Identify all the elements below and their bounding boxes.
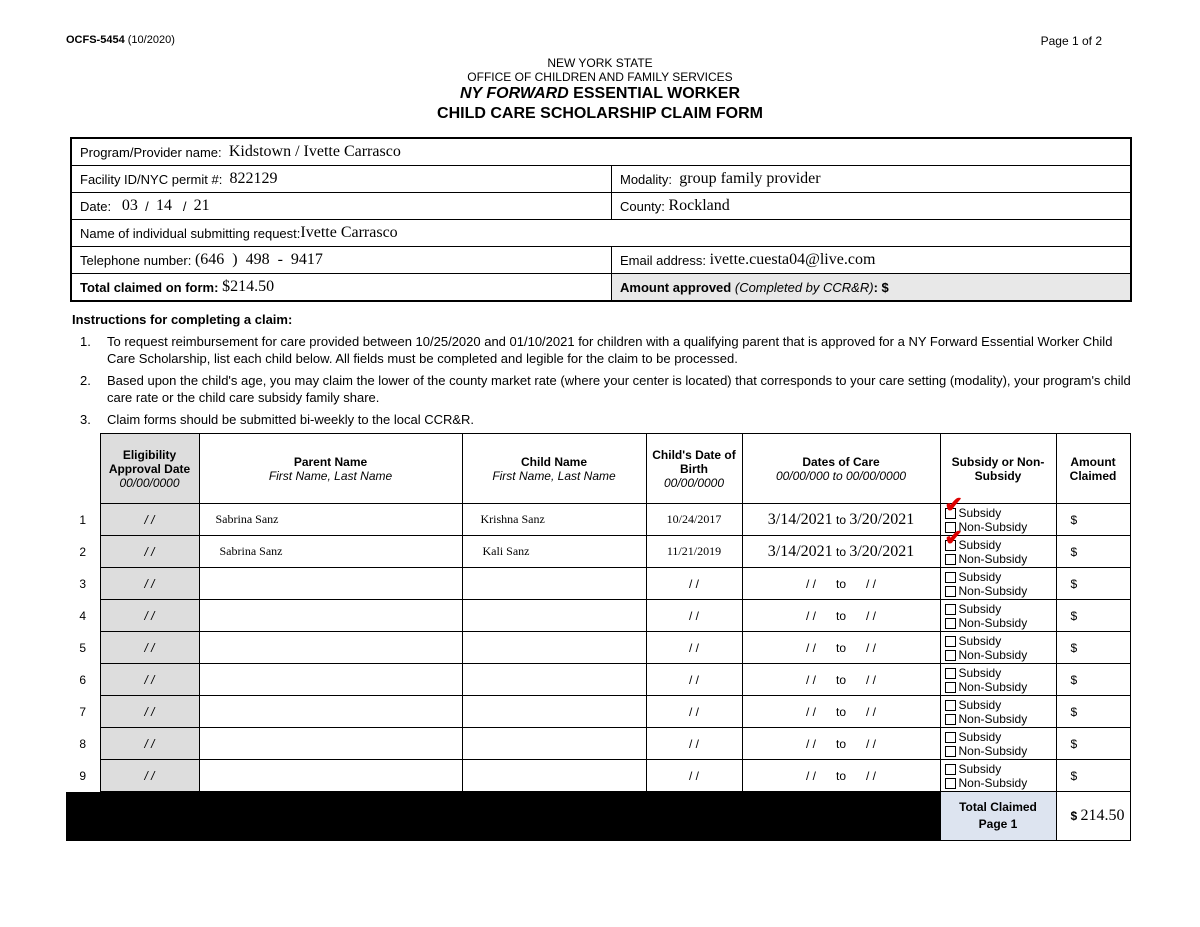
parent-name-cell[interactable]: Sabrina Sanz bbox=[199, 504, 462, 536]
date-field[interactable]: Date: 03 / 14 / 21 bbox=[72, 193, 612, 219]
dob-cell[interactable]: / / bbox=[646, 600, 742, 632]
dates-of-care-cell[interactable]: / / to / / bbox=[742, 760, 940, 792]
dob-cell[interactable]: / / bbox=[646, 632, 742, 664]
child-name-cell[interactable] bbox=[462, 632, 646, 664]
child-name-cell[interactable] bbox=[462, 664, 646, 696]
subsidy-checkbox[interactable] bbox=[945, 604, 956, 615]
amount-claimed-cell[interactable]: $ bbox=[1056, 568, 1130, 600]
non-subsidy-checkbox[interactable] bbox=[945, 714, 956, 725]
table-row bbox=[66, 600, 1130, 632]
dob-cell[interactable]: / / bbox=[646, 728, 742, 760]
eligibility-date-cell[interactable]: / / bbox=[100, 536, 199, 568]
total-claimed-field[interactable]: Total claimed on form: $214.50 bbox=[72, 274, 612, 300]
subsidy-cell: Subsidy Non-Subsidy bbox=[940, 632, 1056, 664]
amount-claimed-cell[interactable]: $ bbox=[1056, 664, 1130, 696]
instructions-list bbox=[80, 333, 1140, 433]
program-title: NY FORWARD ESSENTIAL WORKER bbox=[459, 85, 741, 102]
row-number: 7 bbox=[79, 704, 87, 719]
col-subsidy: Subsidy or Non-Subsidy bbox=[940, 434, 1056, 504]
dates-of-care-cell[interactable]: / / to / / bbox=[742, 600, 940, 632]
black-footer-band bbox=[66, 792, 940, 841]
subsidy-checkbox[interactable] bbox=[945, 732, 956, 743]
subsidy-cell: Subsidy Non-Subsidy bbox=[940, 600, 1056, 632]
subsidy-checkbox[interactable] bbox=[945, 572, 956, 583]
eligibility-date-cell[interactable]: / / bbox=[100, 568, 199, 600]
parent-name-cell[interactable] bbox=[199, 696, 462, 728]
instruction-item: 3. Claim forms should be submitted bi-weekly to the local CCR&R. bbox=[80, 412, 475, 427]
email-field[interactable]: Email address: ivette.cuesta04@live.com bbox=[620, 251, 876, 268]
state-title: NEW YORK STATE bbox=[547, 56, 653, 70]
col-amount: Amount Claimed bbox=[1056, 434, 1130, 504]
submitter-field[interactable]: Name of individual submitting request: Ivette Carrasco bbox=[80, 224, 398, 241]
col-dates: Dates of Care 00/00/000 to 00/00/0000 bbox=[742, 434, 940, 504]
checkmark-icon: ✔ bbox=[944, 492, 963, 517]
subsidy-cell: Subsidy Non-Subsidy bbox=[940, 568, 1056, 600]
child-name-cell[interactable] bbox=[462, 600, 646, 632]
child-name-cell[interactable] bbox=[462, 728, 646, 760]
eligibility-date-cell[interactable]: / / bbox=[100, 504, 199, 536]
table-row bbox=[66, 568, 1130, 600]
parent-name-cell[interactable] bbox=[199, 728, 462, 760]
dates-of-care-cell[interactable]: / / to / / bbox=[742, 696, 940, 728]
form-id: OCFS-5454 (10/2020) bbox=[66, 34, 175, 46]
child-name-cell[interactable] bbox=[462, 760, 646, 792]
parent-name-cell[interactable] bbox=[199, 632, 462, 664]
dob-cell[interactable]: / / bbox=[646, 664, 742, 696]
child-name-cell[interactable]: Kali Sanz bbox=[462, 536, 646, 568]
table-row bbox=[66, 504, 1130, 536]
total-claimed-page-label: Total Claimed Page 1 bbox=[940, 792, 1056, 841]
col-child: Child Name First Name, Last Name bbox=[462, 434, 646, 504]
amount-claimed-cell[interactable]: $ bbox=[1056, 696, 1130, 728]
row-number: 2 bbox=[79, 544, 87, 559]
instructions-heading: Instructions for completing a claim: bbox=[72, 312, 293, 327]
page-number: Page 1 of 2 bbox=[1040, 34, 1102, 48]
dates-of-care-cell[interactable]: 3/14/2021 to 3/20/2021 bbox=[742, 504, 940, 536]
amount-claimed-cell[interactable]: $ bbox=[1056, 632, 1130, 664]
dob-cell[interactable]: / / bbox=[646, 760, 742, 792]
form-title: CHILD CARE SCHOLARSHIP CLAIM FORM bbox=[437, 105, 763, 122]
office-title: OFFICE OF CHILDREN AND FAMILY SERVICES bbox=[467, 70, 733, 84]
non-subsidy-checkbox[interactable] bbox=[945, 586, 956, 597]
child-name-cell[interactable]: Krishna Sanz bbox=[462, 504, 646, 536]
dates-of-care-cell[interactable]: / / to / / bbox=[742, 568, 940, 600]
col-eligibility: Eligibility Approval Date 00/00/0000 bbox=[100, 434, 199, 504]
subsidy-cell: ✔ Subsidy Non-Subsidy bbox=[940, 504, 1056, 536]
parent-name-cell[interactable] bbox=[199, 664, 462, 696]
parent-name-cell[interactable] bbox=[199, 568, 462, 600]
county-field[interactable]: County: Rockland bbox=[620, 197, 730, 214]
table-row bbox=[66, 536, 1130, 568]
modality-field[interactable]: Modality: group family provider bbox=[620, 170, 821, 187]
checkmark-icon: ✔ bbox=[944, 525, 963, 550]
row-number: 8 bbox=[79, 736, 87, 751]
provider-info-box bbox=[70, 137, 1132, 302]
row-number: 1 bbox=[79, 512, 87, 527]
row-number: 6 bbox=[79, 672, 87, 687]
subsidy-cell: ✔ Subsidy Non-Subsidy bbox=[940, 536, 1056, 568]
provider-name-field[interactable]: Program/Provider name: Kidstown / Ivette Carrasco bbox=[80, 143, 401, 160]
parent-name-cell[interactable]: Sabrina Sanz bbox=[199, 536, 462, 568]
dates-of-care-cell[interactable]: / / to / / bbox=[742, 728, 940, 760]
parent-name-cell[interactable] bbox=[199, 760, 462, 792]
instruction-item: 2. Based upon the child's age, you may claim the lower of the county market rate (where your center is located) that corresponds to your care setting (modality), your program's child care rate or the child care subsidy family share. bbox=[80, 373, 1131, 405]
non-subsidy-checkbox[interactable] bbox=[945, 618, 956, 629]
claims-table bbox=[66, 433, 1131, 841]
form-title-block bbox=[0, 56, 1200, 124]
row-number: 3 bbox=[79, 576, 87, 591]
dates-of-care-cell[interactable]: 3/14/2021 to 3/20/2021 bbox=[742, 536, 940, 568]
amount-claimed-cell[interactable]: $ bbox=[1056, 760, 1130, 792]
subsidy-checkbox[interactable] bbox=[945, 764, 956, 775]
table-row bbox=[66, 664, 1130, 696]
dob-cell[interactable]: / / bbox=[646, 568, 742, 600]
telephone-field[interactable]: Telephone number: (646 ) 498 - 9417 bbox=[72, 247, 612, 273]
eligibility-date-cell[interactable]: / / bbox=[100, 696, 199, 728]
table-row bbox=[66, 632, 1130, 664]
row-number: 9 bbox=[79, 768, 87, 783]
total-claimed-page-value[interactable]: $ 214.50 bbox=[1056, 792, 1130, 841]
subsidy-cell: Subsidy Non-Subsidy bbox=[940, 664, 1056, 696]
eligibility-date-cell[interactable]: / / bbox=[100, 664, 199, 696]
non-subsidy-checkbox[interactable] bbox=[945, 682, 956, 693]
table-row bbox=[66, 760, 1130, 792]
non-subsidy-checkbox[interactable] bbox=[945, 650, 956, 661]
amount-claimed-cell[interactable]: $ bbox=[1056, 536, 1130, 568]
subsidy-cell: Subsidy Non-Subsidy bbox=[940, 760, 1056, 792]
eligibility-date-cell[interactable]: / / bbox=[100, 600, 199, 632]
non-subsidy-checkbox[interactable] bbox=[945, 746, 956, 757]
dates-of-care-cell[interactable]: / / to / / bbox=[742, 664, 940, 696]
subsidy-cell: Subsidy Non-Subsidy bbox=[940, 728, 1056, 760]
child-name-cell[interactable] bbox=[462, 696, 646, 728]
row-number: 4 bbox=[79, 608, 87, 623]
dates-of-care-cell[interactable]: / / to / / bbox=[742, 632, 940, 664]
col-parent: Parent Name First Name, Last Name bbox=[199, 434, 462, 504]
eligibility-date-cell[interactable]: / / bbox=[100, 760, 199, 792]
amount-claimed-cell[interactable]: $ bbox=[1056, 504, 1130, 536]
amount-approved-field: Amount approved (Completed by CCR&R) : $ bbox=[612, 274, 1130, 300]
parent-name-cell[interactable] bbox=[199, 600, 462, 632]
instruction-item: 1. To request reimbursement for care provided between 10/25/2020 and 01/10/2021 for children with a qualifying parent that is approved for a NY Forward Essential Worker Child Care Scholarship, list each child below. All fields must be completed and legible for the claim to be processed. bbox=[80, 334, 1113, 366]
subsidy-checkbox[interactable] bbox=[945, 700, 956, 711]
facility-id-field[interactable]: Facility ID/NYC permit #: 822129 bbox=[72, 166, 612, 192]
eligibility-date-cell[interactable]: / / bbox=[100, 728, 199, 760]
non-subsidy-checkbox[interactable] bbox=[945, 554, 956, 565]
eligibility-date-cell[interactable]: / / bbox=[100, 632, 199, 664]
dob-cell[interactable]: 11/21/2019 bbox=[646, 536, 742, 568]
amount-claimed-cell[interactable]: $ bbox=[1056, 728, 1130, 760]
table-row bbox=[66, 728, 1130, 760]
table-row bbox=[66, 696, 1130, 728]
subsidy-checkbox[interactable] bbox=[945, 636, 956, 647]
col-dob: Child's Date of Birth 00/00/0000 bbox=[646, 434, 742, 504]
row-number: 5 bbox=[79, 640, 87, 655]
dob-cell[interactable]: 10/24/2017 bbox=[646, 504, 742, 536]
subsidy-checkbox[interactable] bbox=[945, 668, 956, 679]
amount-claimed-cell[interactable]: $ bbox=[1056, 600, 1130, 632]
dob-cell[interactable]: / / bbox=[646, 696, 742, 728]
child-name-cell[interactable] bbox=[462, 568, 646, 600]
non-subsidy-checkbox[interactable] bbox=[945, 778, 956, 789]
subsidy-cell: Subsidy Non-Subsidy bbox=[940, 696, 1056, 728]
